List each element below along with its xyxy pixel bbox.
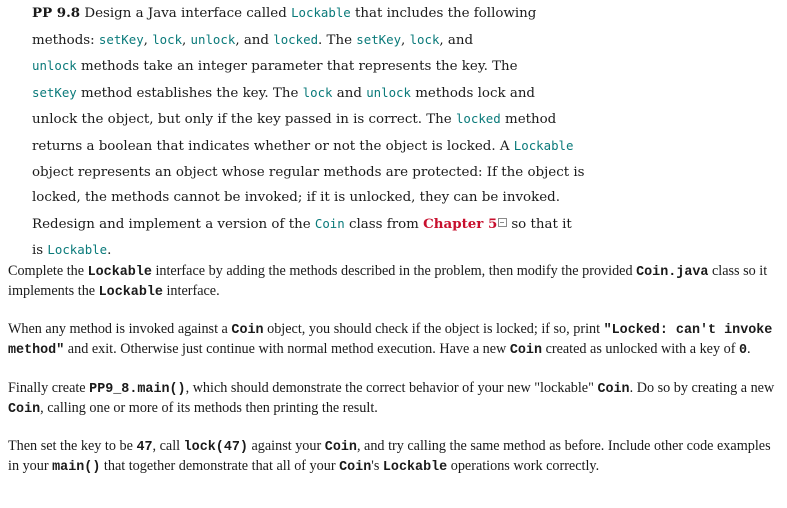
code-coin: Coin [8,402,41,417]
instruction-paragraph-2: When any method is invoked against a Coin object, you should check if the object is locked; if so, print "Locked: can't invoke method" and exit. Otherwise just continue with normal method execution. Have a new Coin created as unlocked with a key of 0. [8,321,773,358]
problem-number: PP 9.8 [32,5,81,21]
instruction-paragraph-3: Finally create PP9_8.main(), which should demonstrate the correct behavior of your new "lockable" Coin. Do so by creating a new Coin, calling one or more of its methods then printing the result. [8,380,775,417]
code-lockable: Lockable [382,460,448,475]
code-lock: lock [409,31,440,47]
code-unlock: unlock [366,84,411,100]
instruction-paragraph-1: Complete the Lockable interface by adding the methods described in the problem, then modify the provided Coin.java class so it implements the Lockable interface. [8,263,768,300]
problem-line-9: Redesign and implement a version of the Coin class from Chapter 5 so that it [32,215,572,232]
code-main: main() [52,460,101,475]
code-lockable: Lockable [87,265,152,280]
code-locked: locked [273,31,319,47]
assignment-instructions [8,262,780,495]
problem-statement [32,0,585,264]
code-coin: Coin [314,215,345,231]
code-coin: Coin [324,440,357,455]
code-coin: Coin [509,343,543,358]
code-unlock: unlock [32,58,77,74]
code-47: 47 [136,440,153,455]
code-zero: 0 [739,343,748,358]
code-coin: Coin [597,382,630,397]
code-setkey: setKey [32,84,77,100]
code-setkey: setKey [98,31,144,47]
problem-line-3: unlock methods take an integer parameter that represents the key. The [32,58,518,75]
code-lockable: Lockable [47,242,108,258]
problem-line-8: locked, the methods cannot be invoked; if it is unlocked, they can be invoked. [32,190,560,206]
code-lock-47: lock(47) [183,440,248,455]
problem-line-5: unlock the object, but only if the key passed in is correct. The locked method [32,111,557,128]
code-locked-message: "Locked: can't invoke method" [8,323,773,358]
code-coin: Coin [231,323,264,338]
problem-line-7: object represents an object whose regular methods are protected: If the object is [32,164,585,180]
code-lockable: Lockable [98,285,163,300]
code-coin-java: Coin.java [636,265,709,280]
external-link-icon[interactable] [498,218,507,227]
code-pp9-8-main: PP9_8.main() [89,382,186,397]
code-lockable: Lockable [513,137,574,153]
code-locked: locked [455,111,501,127]
code-lock: lock [152,31,183,47]
code-setkey: setKey [356,31,402,47]
instruction-paragraph-4: Then set the key to be 47, call lock(47) against your Coin, and try calling the same method as before. Include other code examples in your main() that together demonstrate that all of your Coin's Lockable operations work correctly. [8,438,771,475]
problem-line-1: PP 9.8 Design a Java interface called Lockable that includes the following [32,5,537,21]
code-coin: Coin [339,460,372,475]
problem-line-6: returns a boolean that indicates whether or not the object is locked. A Lockable [32,137,574,154]
problem-line-2: methods: setKey, lock, unlock, and locked. The setKey, lock, and [32,31,474,48]
problem-line-4: setKey method establishes the key. The lock and unlock methods lock and [32,84,536,101]
chapter-5-link[interactable]: Chapter 5 [423,215,498,232]
problem-line-10: is Lockable. [32,242,112,259]
code-lockable: Lockable [291,5,351,20]
code-unlock: unlock [190,31,236,47]
code-lock: lock [302,84,333,100]
